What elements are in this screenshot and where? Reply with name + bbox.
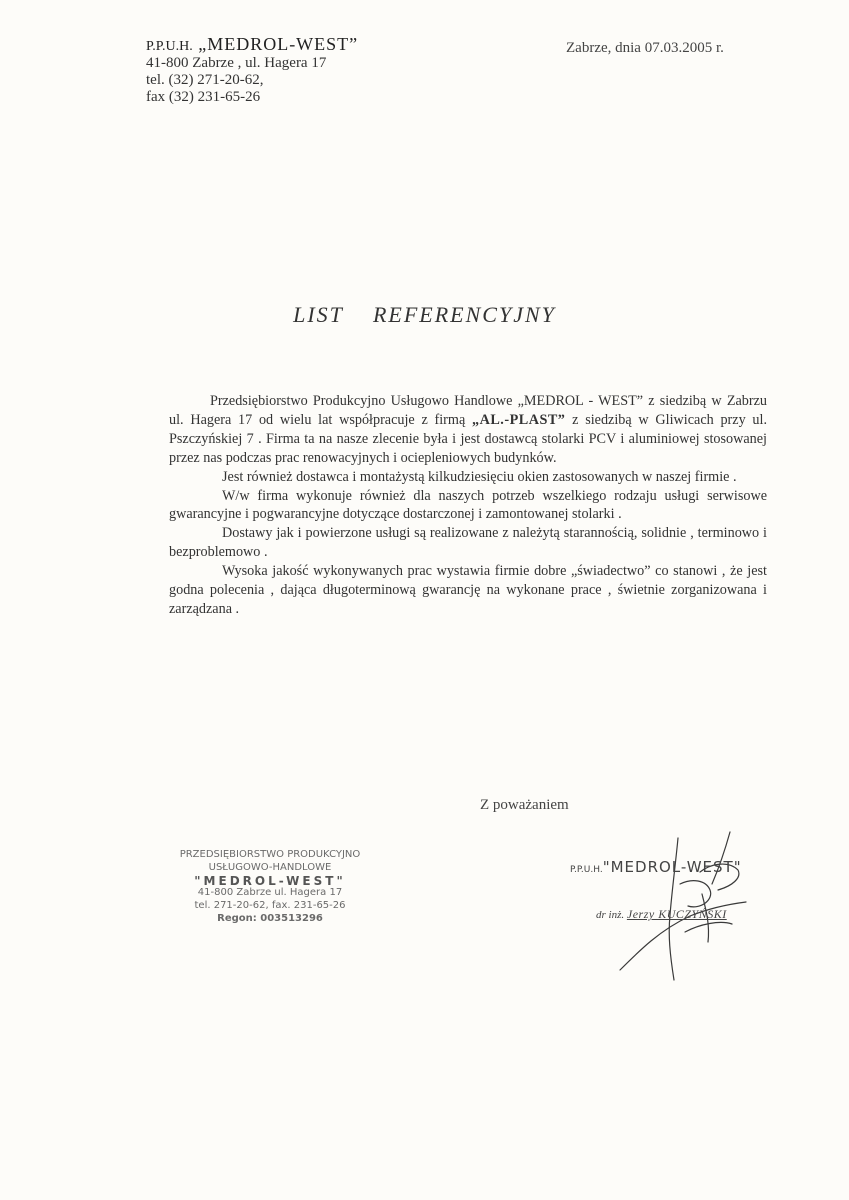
paragraph-intro bbox=[169, 392, 767, 468]
signatory-person: Jerzy KUCZYŃSKI bbox=[626, 907, 727, 921]
letterhead bbox=[146, 36, 358, 106]
paragraph-2: Jest również dostawca i montażystą kilkudziesięciu okien zastosowanych w naszej firmie . bbox=[222, 468, 737, 485]
company-prefix: P.P.U.H. bbox=[146, 39, 193, 54]
stamp-line-1: PRZEDSIĘBIORSTWO PRODUKCYJNO bbox=[179, 849, 361, 860]
paragraph-3: W/w firma wykonuje również dla naszych potrzeb wszelkiego rodzaju usługi serwisowe gwarancyjne i pogwarancyjne dotyczące dostarczonej i zamontowanej stolarki . bbox=[169, 487, 767, 523]
paragraph-4: Dostawy jak i powierzone usługi są realizowane z należytą starannością, solidnie , terminowo i bezproblemowo . bbox=[169, 525, 767, 561]
company-tel: tel. (32) 271-20-62, bbox=[146, 72, 264, 88]
signature-stamp-prefix: P.P.U.H. bbox=[570, 865, 603, 875]
letter-date: Zabrze, dnia 07.03.2005 r. bbox=[566, 40, 724, 56]
intro-firm-name: „AL.-PLAST” bbox=[472, 411, 566, 428]
signatory-title: dr inż. bbox=[596, 909, 625, 921]
company-fax: fax (32) 231-65-26 bbox=[146, 89, 261, 105]
signature-stamp-company: "MEDROL-WEST" bbox=[602, 858, 742, 876]
stamp-line-3: "MEDROL-WEST" bbox=[194, 873, 346, 888]
company-address: 41-800 Zabrze , ul. Hagera 17 bbox=[146, 55, 327, 71]
stamp-line-2: USŁUGOWO-HANDLOWE bbox=[208, 861, 332, 873]
paragraph-5: Wysoka jakość wykonywanych prac wystawia firmie dobre „świadectwo” co stanowi , że jest godna polecenia , dająca długoterminową gwarancję na wykonane prace , świetnie zorganizowana i zarządzana . bbox=[169, 563, 767, 617]
intro-text-1: Przedsiębiorstwo Produkcyjno Usługowo Handlowe „MEDROL - WEST” bbox=[210, 393, 644, 409]
letter-title: LIST REFERENCYJNY bbox=[293, 302, 556, 327]
letter-body bbox=[169, 392, 767, 619]
closing-phrase: Z poważaniem bbox=[480, 797, 569, 813]
signatory-name bbox=[596, 907, 727, 922]
signature-stamp bbox=[570, 858, 742, 876]
company-stamp bbox=[170, 849, 370, 926]
stamp-line-6: Regon: 003513296 bbox=[217, 912, 323, 924]
company-name: „MEDROL-WEST” bbox=[198, 34, 359, 54]
stamp-line-4: 41-800 Zabrze ul. Hagera 17 bbox=[197, 887, 343, 899]
stamp-line-5: tel. 271-20-62, fax. 231-65-26 bbox=[194, 900, 346, 912]
company-name-line bbox=[146, 36, 358, 55]
handwritten-signature bbox=[560, 820, 760, 990]
intro-text-2: z siedzibą w Zabrzu ul. Hagera 17 od wielu lat współpracuje z firmą bbox=[169, 393, 767, 428]
intro-text-3: z siedzibą w Gliwicach przy ul. Pszczyńskiej 7 . Firma ta na nasze zlecenie była i jest dostawcą stolarki PCV i aluminiowej stosowanej przez nas podczas prac renowacyjnych i ociepleniowych budynków. bbox=[169, 411, 768, 466]
